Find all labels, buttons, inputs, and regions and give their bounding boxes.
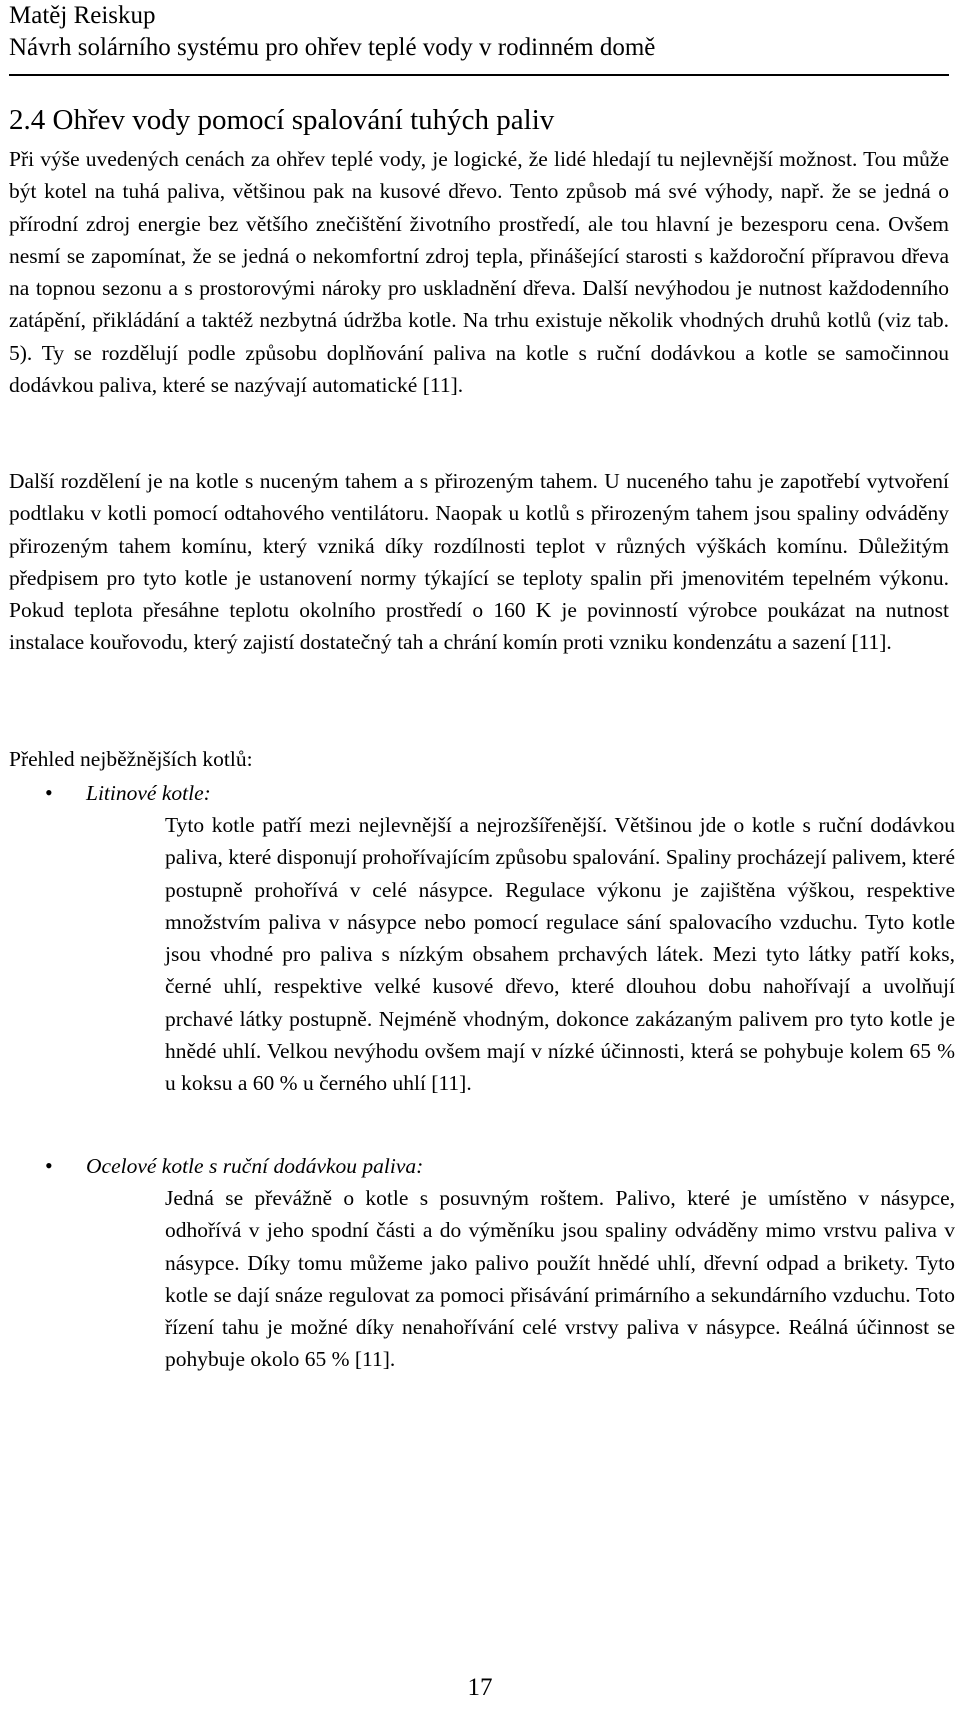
overview-heading: Přehled nejběžnějších kotlů: (9, 747, 253, 771)
header-thesis-title: Návrh solárního systému pro ohřev teplé vody v rodinném domě (9, 34, 656, 61)
bullet-icon: • (45, 1153, 53, 1178)
list-item-title: Litinové kotle: (86, 781, 211, 805)
list-item-title: Ocelové kotle s ruční dodávkou paliva: (86, 1154, 424, 1178)
header-divider (9, 74, 949, 76)
header-author: Matěj Reiskup (9, 2, 156, 29)
list-item-description: Tyto kotle patří mezi nejlevnější a nejrozšířenější. Většinou jde o kotle s ruční dodávkou paliva, které disponují prohořívajícím způsobu spalování. Spaliny procházejí palivem, které postupně prohořívá v celé násypce. Regulace výkonu je zajištěna výškou, respektive množstvím paliva v násypce nebo pomocí regulace sání spalovacího vzduchu. Tyto kotle jsou vhodné pro paliva s nízkým obsahem prchavých látek. Mezi tyto látky patří koks, černé uhlí, respektive velké kusové dřevo, které dlouhou dobu nahořívají a uvolňují prchavé látky postupně. Nejméně vhodným, dokonce zakázaným palivem pro tyto kotle je hnědé uhlí. Velkou nevýhodu ovšem mají v nízké účinnosti, která se pohybuje kolem 65 % u koksu a 60 % u černého uhlí [11]. (165, 813, 955, 1096)
bullet-icon: • (45, 780, 53, 805)
running-header (9, 0, 949, 64)
paragraph-intro: Při výše uvedených cenách za ohřev teplé vody, je logické, že lidé hledají tu nejlevnější možnost. Tou může být kotel na tuhá paliva, většinou pak na kusové dřevo. Tento způsob má své výhody, např. že se jedná o přírodní zdroj energie bez většího znečištění životního prostředí, ale tou hlavní je bezesporu cena. Ovšem nesmí se zapomínat, že se jedná o nekomfortní zdroj tepla, přinášející starosti s každoroční přípravou dřeva na topnou sezonu a s prostorovými nároky pro uskladnění dřeva. Další nevýhodou je nutnost každodenního zatápění, přikládání a taktéž nezbytná údržba kotle. Na trhu existuje několik vhodných druhů kotlů (viz tab. 5). Ty se rozdělují podle způsobu doplňování paliva na kotle s ruční dodávkou a kotle se samočinnou dodávkou paliva, které se nazývají automatické [11]. (9, 147, 949, 398)
page-number: 17 (467, 1674, 493, 1701)
paragraph-draft-types: Další rozdělení je na kotle s nuceným tahem a s přirozeným tahem. U nuceného tahu je zapotřebí vytvoření podtlaku v kotli pomocí odtahového ventilátoru. Naopak u kotlů s přirozeným tahem jsou spaliny odváděny přirozeným tahem komínu, který vzniká díky rozdílnosti teplot v různých výškách komínu. Důležitým předpisem pro tyto kotle je ustanovení normy týkající se teploty spalin při jmenovitém tepelném výkonu. Pokud teplota přesáhne teplotu okolního prostředí o 160 K je povinností výrobce poukázat na nutnost instalace kouřovodu, který zajistí dostatečný tah a chrání komín proti vzniku kondenzátu a sazení [11]. (9, 469, 949, 655)
list-item-description: Jedná se převážně o kotle s posuvným roštem. Palivo, které je umístěno v násypce, odhořívá v jeho spodní části a do výměníku jsou spaliny odváděny mimo vrstvu paliva v násypce. Díky tomu můžeme jako palivo použít hnědé uhlí, dřevní odpad a brikety. Tyto kotle se dají snáze regulovat za pomoci přisávání primárního a sekundárního vzduchu. Toto řízení tahu je možné díky nenahořívání celé vrstvy paliva v násypce. Reálná účinnost se pohybuje okolo 65 % [11]. (165, 1186, 955, 1372)
section-heading: 2.4 Ohřev vody pomocí spalování tuhých paliv (9, 104, 555, 136)
